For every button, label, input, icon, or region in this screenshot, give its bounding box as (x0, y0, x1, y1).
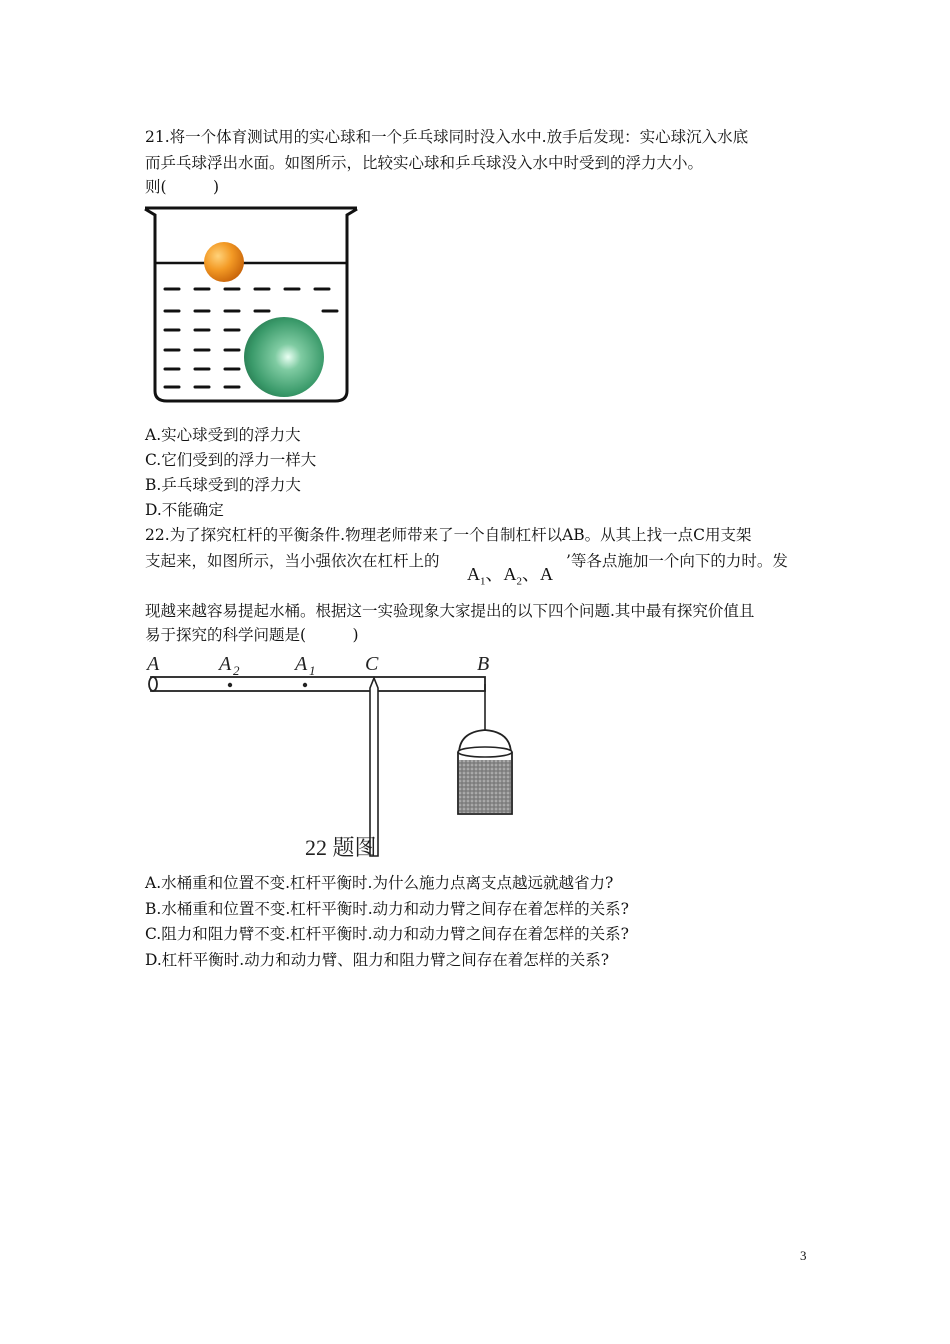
ping-pong-ball (204, 242, 244, 282)
bucket-rim (458, 747, 512, 757)
separator: 、 (485, 564, 504, 584)
q22-option-d[interactable]: D.杠杆平衡时.动力和动力臂、阻力和阻力臂之间存在着怎样的关系? (145, 951, 610, 969)
q22-text-line2-start: 支起来，如图所示，当小强依次在杠杆上的 (145, 552, 440, 570)
point-a1-sub: 1 (480, 575, 486, 588)
point-a2-dot (228, 683, 232, 687)
q21-option-a[interactable]: A.实心球受到的浮力大 (145, 426, 301, 444)
q22-text-line2-end: ’等各点施加一个向下的力时。发 (566, 552, 788, 570)
fulcrum-stand (370, 678, 378, 856)
point-a1-dot (303, 683, 307, 687)
q21-text-line3: 则( ) (145, 178, 220, 196)
label-a2: A (219, 653, 232, 675)
q22-text-line4: 易于探究的科学问题是( ) (145, 626, 359, 644)
q21-option-b[interactable]: B.乒乓球受到的浮力大 (145, 476, 301, 494)
q22-option-c[interactable]: C.阻力和阻力臂不变.杠杆平衡时.动力和动力臂之间存在着怎样的关系? (145, 925, 629, 943)
point-a2: A (503, 564, 517, 584)
q21-text-line1: 21.将一个体育测试用的实心球和一个乒乓球同时没入水中.放手后发现：实心球沉入水底 (145, 128, 749, 146)
page-number: 3 (800, 1248, 807, 1263)
q22-option-a[interactable]: A.水桶重和位置不变.杠杆平衡时.为什么施力点离支点越远就越省力? (145, 874, 614, 892)
q21-option-d[interactable]: D.不能确定 (145, 501, 224, 519)
label-a: A (147, 653, 160, 675)
label-a2-sub: 2 (233, 663, 240, 678)
separator: 、 (522, 564, 540, 584)
lever-bar (151, 677, 485, 691)
beaker-figure (143, 205, 359, 407)
q22-option-b[interactable]: B.水桶重和位置不变.杠杆平衡时.动力和动力臂之间存在着怎样的关系? (145, 900, 629, 918)
q22-inline-points (467, 560, 553, 588)
label-c: C (365, 653, 379, 675)
label-a1-sub: 1 (309, 663, 316, 678)
solid-ball (244, 317, 324, 397)
point-a2-sub: 2 (516, 575, 522, 588)
figure-caption: 22 题图 (305, 835, 377, 860)
q21-text-line2: 而乒乓球浮出水面。如图所示，比较实心球和乒乓球没入水中时受到的浮力大小。 (145, 154, 704, 172)
label-a1: A (295, 653, 308, 675)
point-a1: A (467, 564, 480, 584)
q22-text-line3: 现越来越容易提起水桶。根据这一实验现象大家提出的以下四个问题.其中最有探究价值且 (145, 602, 755, 620)
lever-figure (143, 648, 533, 864)
point-a: A (540, 564, 553, 584)
bucket-water (459, 760, 511, 813)
lever-end (149, 677, 157, 691)
q21-option-c[interactable]: C.它们受到的浮力一样大 (145, 451, 317, 469)
q22-text-line1: 22.为了探究杠杆的平衡条件.物理老师带来了一个自制杠杆以AB。从其上找一点C用支架 (145, 526, 752, 544)
label-b: B (477, 653, 490, 675)
